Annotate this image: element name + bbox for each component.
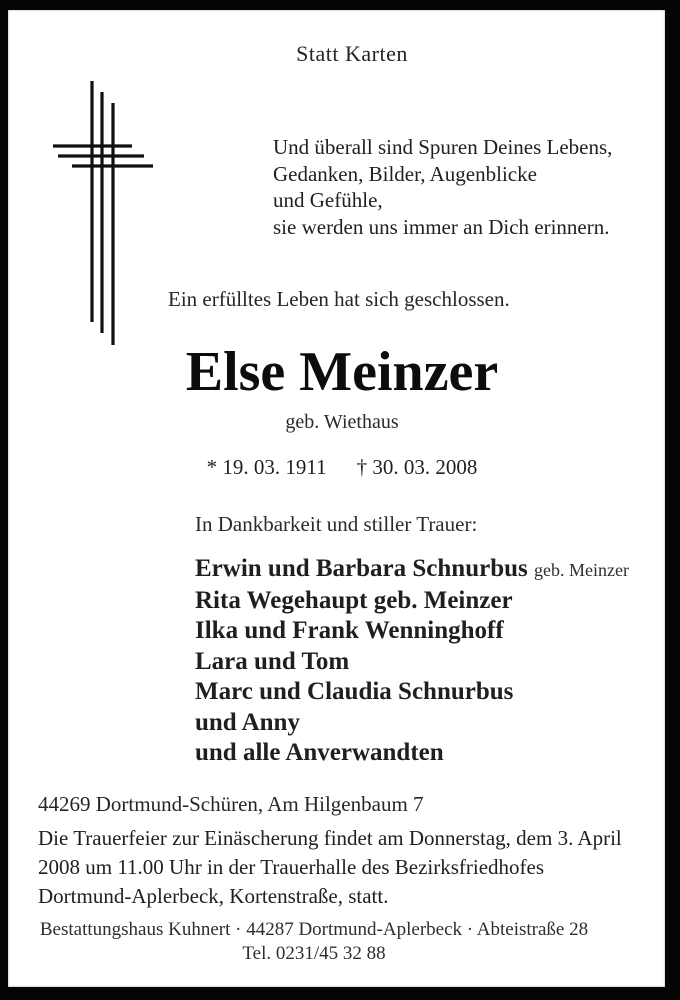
notice-header: Statt Karten xyxy=(296,41,408,66)
death-date: † 30. 03. 2008 xyxy=(356,455,478,479)
memorial-cross-icon xyxy=(50,78,156,350)
life-dates xyxy=(8,455,676,480)
funeral-home-line: Bestattungshaus Kuhnert · 44287 Dortmund-Aplerbeck · Abteistraße 28 xyxy=(39,919,589,940)
poem-line: Gedanken, Bilder, Augenblicke xyxy=(273,161,537,186)
mourner-line: Rita Wegehaupt geb. Meinzer xyxy=(195,586,513,614)
closing-line: Ein erfülltes Leben hat sich geschlossen. xyxy=(168,287,510,311)
poem-line: und Gefühle, xyxy=(273,188,383,212)
mourner-line: Ilka und Frank Wenninghoff xyxy=(195,617,504,644)
mourner-suffix: geb. Meinzer xyxy=(534,560,629,580)
birth-date: * 19. 03. 1911 xyxy=(206,455,327,479)
poem-line: Und überall sind Spuren Deines Lebens, xyxy=(273,135,613,159)
ceremony-line: Dortmund-Aplerbeck, Kortenstraße, statt. xyxy=(38,884,389,908)
mourning-intro: In Dankbarkeit und stiller Trauer: xyxy=(195,512,478,536)
ceremony-line: Die Trauerfeier zur Einäscherung findet am Donnerstag, dem 3. April xyxy=(38,826,622,850)
poem-line: sie werden uns immer an Dich erinnern. xyxy=(273,214,610,239)
ceremony-info xyxy=(38,824,622,911)
mourner-line: und Anny xyxy=(195,708,300,736)
memorial-poem xyxy=(273,134,612,240)
maiden-name: geb. Wiethaus xyxy=(285,411,399,433)
mourners-list xyxy=(195,554,629,769)
mourner-line: Marc und Claudia Schnurbus xyxy=(195,678,514,705)
notice-card xyxy=(8,10,665,987)
ceremony-line: 2008 um 11.00 Uhr in der Trauerhalle des Bezirksfriedhofes xyxy=(38,855,545,879)
mourner-line: Lara und Tom xyxy=(195,647,350,675)
mourner-line: und alle Anverwandten xyxy=(195,739,444,766)
phone-line: Tel. 0231/45 32 88 xyxy=(242,943,386,964)
deceased-name: Else Meinzer xyxy=(185,341,499,403)
mourner-line: Erwin und Barbara Schnurbus geb. Meinzer xyxy=(195,555,629,582)
home-address-line: 44269 Dortmund-Schüren, Am Hilgenbaum 7 xyxy=(38,792,424,816)
